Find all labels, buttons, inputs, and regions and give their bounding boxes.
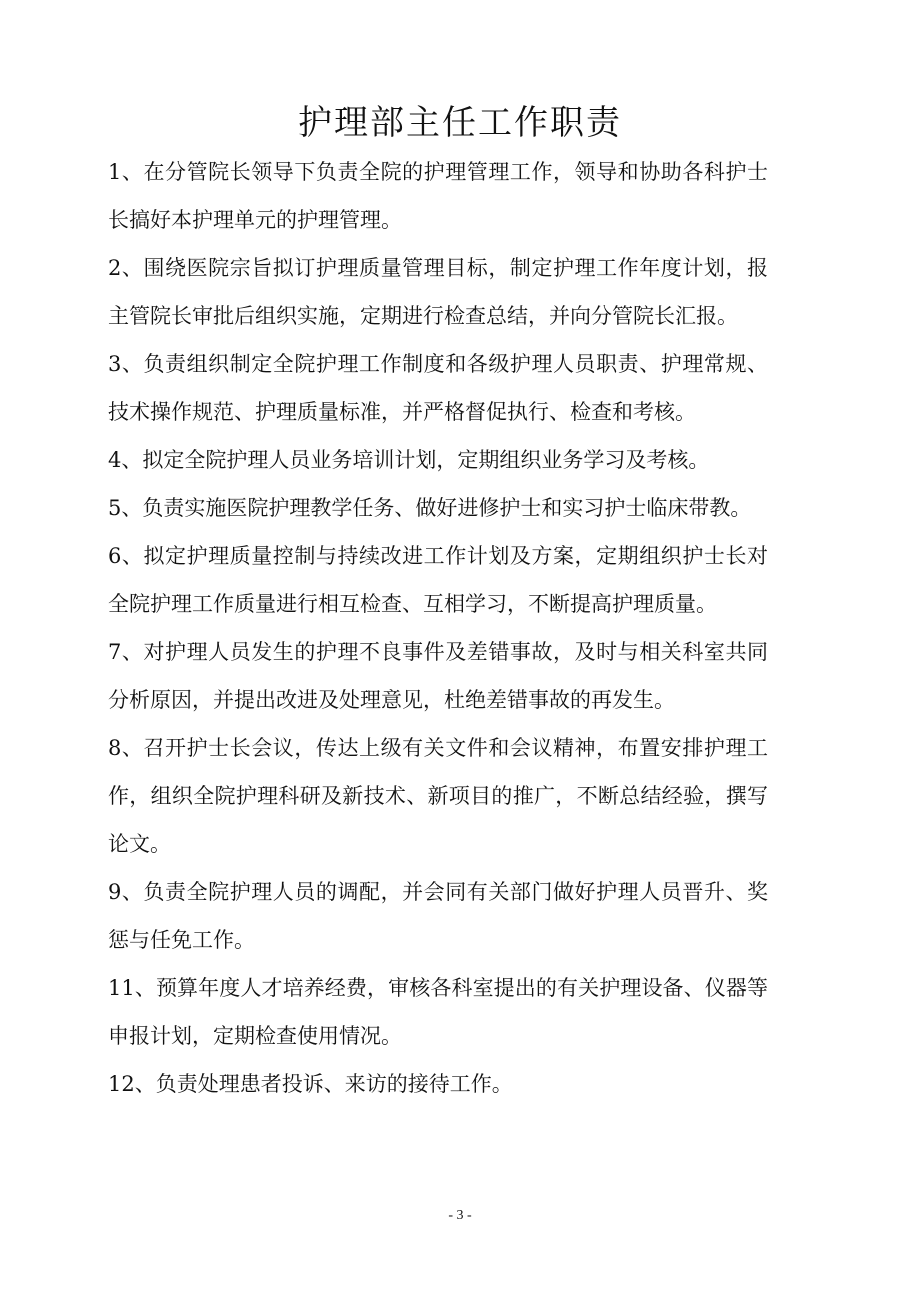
duty-item-1: 1、在分管院长领导下负责全院的护理管理工作，领导和协助各科护士长搞好本护理单元的护理管理。 [108, 160, 768, 232]
duty-item-9: 9、负责全院护理人员的调配，并会同有关部门做好护理人员晋升、奖惩与任免工作。 [108, 880, 768, 952]
duty-item-3: 3、负责组织制定全院护理工作制度和各级护理人员职责、护理常规、技术操作规范、护理质量标准，并严格督促执行、检查和考核。 [108, 352, 768, 424]
duty-item-2: 2、围绕医院宗旨拟订护理质量管理目标，制定护理工作年度计划，报主管院长审批后组织实施，定期进行检查总结，并向分管院长汇报。 [108, 256, 768, 328]
duty-item-6: 6、拟定护理质量控制与持续改进工作计划及方案，定期组织护士长对全院护理工作质量进行相互检查、互相学习，不断提高护理质量。 [108, 544, 768, 616]
document-title: 护理部主任工作职责 [298, 103, 622, 143]
duty-item-12: 12、负责处理患者投诉、来访的接待工作。 [108, 1072, 513, 1096]
duty-item-4: 4、拟定全院护理人员业务培训计划，定期组织业务学习及考核。 [108, 448, 710, 472]
duty-list [108, 148, 768, 1108]
duty-item-8: 8、召开护士长会议，传达上级有关文件和会议精神，布置安排护理工作，组织全院护理科研及新技术、新项目的推广，不断总结经验，撰写论文。 [108, 736, 768, 856]
duty-item-11: 11、预算年度人才培养经费，审核各科室提出的有关护理设备、仪器等申报计划，定期检查使用情况。 [108, 976, 768, 1048]
duty-item-5: 5、负责实施医院护理教学任务、做好进修护士和实习护士临床带教。 [108, 496, 752, 520]
page-number: - 3 - [448, 1208, 472, 1223]
duty-item-7: 7、对护理人员发生的护理不良事件及差错事故，及时与相关科室共同分析原因，并提出改进及处理意见，杜绝差错事故的再发生。 [108, 640, 768, 712]
